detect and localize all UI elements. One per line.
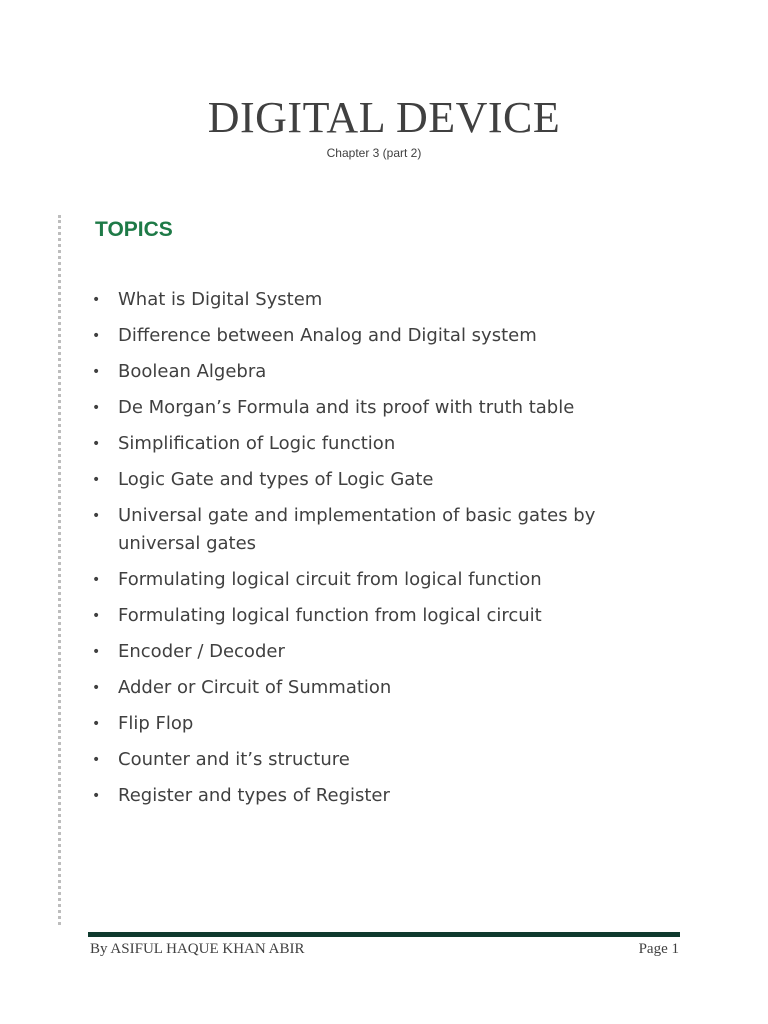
- bullet-icon: •: [92, 436, 101, 452]
- topic-list: [92, 286, 652, 818]
- bullet-icon: •: [92, 680, 101, 696]
- bullet-icon: •: [92, 508, 101, 524]
- topic-item: [92, 430, 652, 458]
- bullet-icon: •: [92, 572, 101, 588]
- footer-rule: [88, 932, 680, 937]
- bullet-icon: •: [92, 400, 101, 416]
- topic-text: Encoder / Decoder: [118, 641, 285, 662]
- topic-item: [92, 602, 652, 630]
- topic-item: [92, 502, 652, 558]
- topics-heading: TOPICS: [95, 218, 173, 241]
- topic-text: Formulating logical function from logical circuit: [118, 605, 542, 626]
- bullet-icon: •: [92, 788, 101, 804]
- topic-text: Difference between Analog and Digital system: [118, 325, 537, 346]
- topic-text: Adder or Circuit of Summation: [118, 677, 392, 698]
- topic-item: [92, 710, 652, 738]
- topic-text: Boolean Algebra: [118, 361, 267, 382]
- topic-text: Formulating logical circuit from logical function: [118, 569, 542, 590]
- topic-item: [92, 322, 652, 350]
- footer-author: By ASIFUL HAQUE KHAN ABIR: [90, 941, 305, 957]
- topic-text: Logic Gate and types of Logic Gate: [118, 469, 434, 490]
- topic-item: [92, 638, 652, 666]
- footer-page-number: Page 1: [638, 941, 679, 957]
- topic-item: [92, 466, 652, 494]
- page-subtitle: Chapter 3 (part 2): [326, 146, 422, 160]
- topic-text: Counter and it’s structure: [118, 749, 350, 770]
- topic-item: [92, 566, 652, 594]
- bullet-icon: •: [92, 292, 101, 308]
- topic-text: Simplification of Logic function: [118, 433, 396, 454]
- bullet-icon: •: [92, 472, 101, 488]
- topic-item: [92, 286, 652, 314]
- bullet-icon: •: [92, 364, 101, 380]
- topic-item: [92, 394, 652, 422]
- topic-item: [92, 358, 652, 386]
- topic-text: What is Digital System: [118, 289, 323, 310]
- topic-text: Register and types of Register: [118, 785, 390, 806]
- page-title: DIGITAL DEVICE: [207, 93, 561, 142]
- topic-item: [92, 782, 652, 810]
- side-dotted-rule: [58, 215, 61, 925]
- bullet-icon: •: [92, 752, 101, 768]
- bullet-icon: •: [92, 328, 101, 344]
- bullet-icon: •: [92, 716, 101, 732]
- topic-item: [92, 674, 652, 702]
- topic-text: Flip Flop: [118, 713, 194, 734]
- bullet-icon: •: [92, 608, 101, 624]
- bullet-icon: •: [92, 644, 101, 660]
- topic-item: [92, 746, 652, 774]
- topic-text: De Morgan’s Formula and its proof with truth table: [118, 397, 575, 418]
- topic-text: Universal gate and implementation of basic gates by universal gates: [118, 505, 596, 554]
